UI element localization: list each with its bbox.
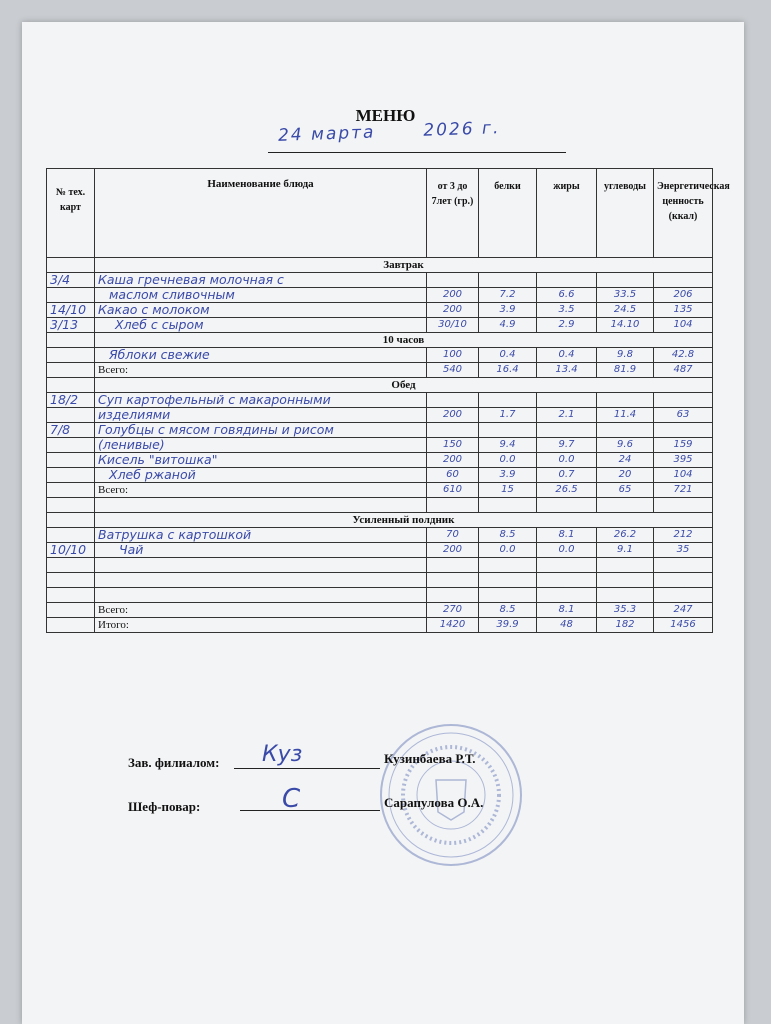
fat-cell: 0.4 xyxy=(537,348,597,363)
weight-cell: 610 xyxy=(427,483,479,498)
energy-cell: 206 xyxy=(654,288,713,303)
total-label: Всего: xyxy=(95,483,427,498)
chef-signature: С xyxy=(282,784,301,814)
section-ten: 10 часов xyxy=(95,333,713,348)
fat-cell: 0.0 xyxy=(537,453,597,468)
date-year: 2026 г. xyxy=(423,118,501,141)
dish-name-cont: маслом сливочным xyxy=(95,288,427,303)
dish-name: Каша гречневая молочная с xyxy=(95,273,427,288)
carbs-cell: 11.4 xyxy=(597,408,654,423)
energy-cell: 247 xyxy=(654,603,713,618)
weight-cell: 200 xyxy=(427,543,479,558)
fat-cell: 26.5 xyxy=(537,483,597,498)
carbs-cell: 35.3 xyxy=(597,603,654,618)
fat-cell: 2.1 xyxy=(537,408,597,423)
chef-label: Шеф-повар: xyxy=(128,799,201,814)
total-label: Всего: xyxy=(95,363,427,378)
protein-cell: 0.0 xyxy=(479,453,537,468)
col-header-energy: Энергетическая ценность (ккал) xyxy=(654,169,713,258)
fat-cell: 8.1 xyxy=(537,528,597,543)
col-header-protein: белки xyxy=(479,169,537,258)
carbs-cell: 9.8 xyxy=(597,348,654,363)
dish-name: Чай xyxy=(95,543,427,558)
chef-name: Сарапулова О.А. xyxy=(384,795,484,810)
protein-cell: 1.7 xyxy=(479,408,537,423)
fat-cell: 8.1 xyxy=(537,603,597,618)
weight-cell: 1420 xyxy=(427,618,479,633)
grand-total-label: Итого: xyxy=(95,618,427,633)
tech-card-num: 10/10 xyxy=(47,543,95,558)
protein-cell: 0.0 xyxy=(479,543,537,558)
fat-cell: 0.7 xyxy=(537,468,597,483)
col-header-carbs: углеводы xyxy=(597,169,654,258)
dish-name-cont: изделиями xyxy=(95,408,427,423)
dish-name: Какао с молоком xyxy=(95,303,427,318)
protein-cell: 3.9 xyxy=(479,468,537,483)
section-snack: Усиленный полдник xyxy=(95,513,713,528)
protein-cell: 3.9 xyxy=(479,303,537,318)
manager-sign-line xyxy=(234,768,380,769)
protein-cell: 16.4 xyxy=(479,363,537,378)
carbs-cell: 14.10 xyxy=(597,318,654,333)
fat-cell: 48 xyxy=(537,618,597,633)
energy-cell: 104 xyxy=(654,468,713,483)
weight-cell: 200 xyxy=(427,303,479,318)
carbs-cell: 182 xyxy=(597,618,654,633)
protein-cell: 8.5 xyxy=(479,528,537,543)
energy-cell: 212 xyxy=(654,528,713,543)
dish-name: Хлеб ржаной xyxy=(95,468,427,483)
dish-name: Яблоки свежие xyxy=(95,348,427,363)
weight-cell: 100 xyxy=(427,348,479,363)
tech-card-num: 3/13 xyxy=(47,318,95,333)
energy-cell: 159 xyxy=(654,438,713,453)
fat-cell: 6.6 xyxy=(537,288,597,303)
col-header-fat: жиры xyxy=(537,169,597,258)
energy-cell: 487 xyxy=(654,363,713,378)
fat-cell: 2.9 xyxy=(537,318,597,333)
weight-cell: 60 xyxy=(427,468,479,483)
carbs-cell: 24 xyxy=(597,453,654,468)
manager-name: Кузинбаева Р.Т. xyxy=(384,751,476,766)
protein-cell: 4.9 xyxy=(479,318,537,333)
col-header-num: № тех. карт xyxy=(47,169,95,258)
tech-card-num: 7/8 xyxy=(47,423,95,438)
energy-cell: 135 xyxy=(654,303,713,318)
energy-cell: 104 xyxy=(654,318,713,333)
carbs-cell: 26.2 xyxy=(597,528,654,543)
energy-cell: 721 xyxy=(654,483,713,498)
dish-name: Суп картофельный с макаронными xyxy=(95,393,427,408)
page-title: МЕНЮ xyxy=(355,106,416,125)
fat-cell: 3.5 xyxy=(537,303,597,318)
col-header-weight: от 3 до 7лет (гр.) xyxy=(427,169,479,258)
chef-sign-line xyxy=(240,810,380,811)
weight-cell: 540 xyxy=(427,363,479,378)
fat-cell: 9.7 xyxy=(537,438,597,453)
weight-cell: 200 xyxy=(427,288,479,303)
protein-cell: 0.4 xyxy=(479,348,537,363)
energy-cell: 395 xyxy=(654,453,713,468)
total-label: Всего: xyxy=(95,603,427,618)
protein-cell: 9.4 xyxy=(479,438,537,453)
manager-label: Зав. филиалом: xyxy=(128,755,220,770)
energy-cell: 42.8 xyxy=(654,348,713,363)
date-day: 24 марта xyxy=(277,122,376,146)
weight-cell: 200 xyxy=(427,453,479,468)
protein-cell: 7.2 xyxy=(479,288,537,303)
tech-card-num: 18/2 xyxy=(47,393,95,408)
tech-card-num: 14/10 xyxy=(47,303,95,318)
dish-name: Ватрушка с картошкой xyxy=(95,528,427,543)
col-header-name: Наименование блюда xyxy=(95,169,427,258)
carbs-cell: 20 xyxy=(597,468,654,483)
manager-signature: Куз xyxy=(262,742,303,767)
section-breakfast: Завтрак xyxy=(95,258,713,273)
weight-cell: 200 xyxy=(427,408,479,423)
carbs-cell: 65 xyxy=(597,483,654,498)
protein-cell: 15 xyxy=(479,483,537,498)
dish-name-cont: (ленивые) xyxy=(95,438,427,453)
carbs-cell: 9.6 xyxy=(597,438,654,453)
dish-name: Голубцы с мясом говядины и рисом xyxy=(95,423,427,438)
weight-cell: 150 xyxy=(427,438,479,453)
tech-card-num: 3/4 xyxy=(47,273,95,288)
carbs-cell: 33.5 xyxy=(597,288,654,303)
dish-name: Хлеб с сыром xyxy=(95,318,427,333)
protein-cell: 8.5 xyxy=(479,603,537,618)
weight-cell: 270 xyxy=(427,603,479,618)
carbs-cell: 24.5 xyxy=(597,303,654,318)
fat-cell: 0.0 xyxy=(537,543,597,558)
fat-cell: 13.4 xyxy=(537,363,597,378)
energy-cell: 35 xyxy=(654,543,713,558)
dish-name: Кисель "витошка" xyxy=(95,453,427,468)
carbs-cell: 81.9 xyxy=(597,363,654,378)
carbs-cell: 9.1 xyxy=(597,543,654,558)
weight-cell: 30/10 xyxy=(427,318,479,333)
energy-cell: 1456 xyxy=(654,618,713,633)
energy-cell: 63 xyxy=(654,408,713,423)
protein-cell: 39.9 xyxy=(479,618,537,633)
weight-cell: 70 xyxy=(427,528,479,543)
section-lunch: Обед xyxy=(95,378,713,393)
